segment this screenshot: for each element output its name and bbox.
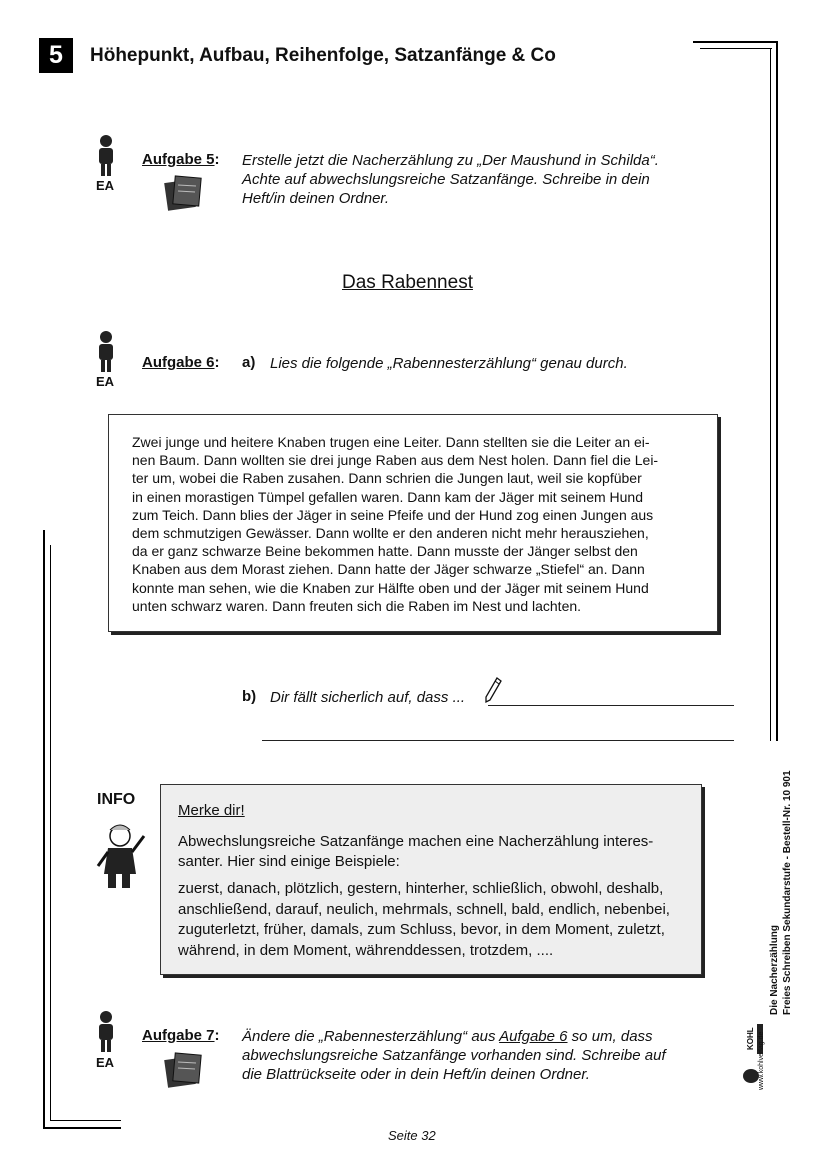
task5-label: Aufgabe 5 <box>142 151 215 168</box>
intro-line: Abwechslungsreiche Satzanfänge machen eine Nacherzählung interes- <box>178 833 654 850</box>
task7-colon: : <box>214 1027 220 1044</box>
story-title: Das Rabennest <box>342 272 473 293</box>
story-line: konnte man sehen, wie die Knaben zur Hälfte oben und der Jäger mit seinem Hund <box>132 579 649 596</box>
story-line: ter um, wobei die Raben zusahen. Dann schrien die Jungen laut, weil sie kopfüber <box>132 470 642 487</box>
story-line: nen Baum. Dann wollten sie drei junge Raben aus dem Nest holen. Dann fiel die Lei- <box>132 452 659 469</box>
example-line: zuerst, danach, plötzlich, gestern, hinterher, schließlich, obwohl, deshalb, <box>178 880 664 897</box>
sidebar-line1: Die Nacherzählung <box>769 924 780 1015</box>
ea-label: EA <box>96 1055 115 1070</box>
story-line: zum Teich. Dann blies der Jäger in seine Pfeife und der Hund zog einen Jungen aus <box>132 506 654 523</box>
task-reference-link: Aufgabe 6 <box>499 1028 568 1045</box>
example-line: während, in dem Moment, währenddessen, trotzdem, .... <box>178 941 554 959</box>
answer-line[interactable] <box>262 740 734 741</box>
story-line: Zwei junge und heitere Knaben trugen eine Leiter. Dann stellten sie die Leiter an ei- <box>132 434 650 450</box>
part-a-text: Lies die folgende „Rabennesterzählung“ genau durch. <box>270 355 628 372</box>
task7-label: Aufgabe 7 <box>142 1027 215 1044</box>
text-line: abwechslungsreiche Satzanfänge vorhanden sind. Schreibe auf <box>242 1047 666 1064</box>
info-intro <box>178 832 653 872</box>
info-box <box>160 784 702 975</box>
chapter-number: 5 <box>39 38 73 73</box>
frame-line <box>700 48 772 49</box>
text-line <box>242 1027 666 1046</box>
story-line: in einen morastigen Tümpel gefallen waren. Dann kam der Jäger mit seinem Hund <box>132 488 644 505</box>
answer-line[interactable] <box>488 705 734 706</box>
frame-line <box>693 41 778 43</box>
task5-heading <box>142 151 220 169</box>
student-icon <box>96 1010 116 1054</box>
text-line: die Blattrückseite oder in dein Heft/in deinen Ordner. <box>242 1066 590 1083</box>
story-text <box>132 433 696 615</box>
text-segment: so um, dass <box>567 1028 653 1045</box>
page-number: Seite 32 <box>388 1128 436 1143</box>
story-line: unten schwarz waren. Dann freuten sich die Raben im Nest und lachten. <box>132 597 582 614</box>
task7-heading <box>142 1027 220 1045</box>
task6-heading <box>142 354 220 372</box>
merke-heading: Merke dir! <box>178 802 245 819</box>
frame-line <box>50 545 51 1121</box>
example-line: zuguterletzt, früher, damals, zum Schluss, bevor, in dem Moment, zuletzt, <box>178 921 665 938</box>
story-line: dem schmutzigen Gewässer. Dann wollte er den anderen nicht mehr herausziehen, <box>132 525 649 542</box>
info-examples <box>178 879 670 961</box>
publisher-name: KOHL <box>746 1027 755 1050</box>
task6-label: Aufgabe 6 <box>142 354 215 371</box>
frame-line <box>43 530 45 1128</box>
info-label: INFO <box>97 791 136 808</box>
student-icon <box>96 330 116 374</box>
sidebar-line2: Freies Schreiben Sekundarstufe - Bestell-Nr. 10 901 <box>782 770 793 1015</box>
text-line: Erstelle jetzt die Nacherzählung zu „Der Maushund in Schilda“. <box>242 152 659 169</box>
story-line: da er ganz schwarze Beine bekommen hatte. Dann musste der Jänger selbst den <box>132 543 638 560</box>
task5-colon: : <box>214 151 220 168</box>
notebook-icon <box>164 175 204 211</box>
pencil-icon <box>483 676 503 704</box>
notebook-icon <box>164 1052 204 1088</box>
task7-text <box>242 1027 666 1084</box>
ea-label: EA <box>96 178 115 193</box>
publisher-url: www.kohlverlag.de <box>758 1031 765 1090</box>
text-line: Achte auf abwechslungsreiche Satzanfänge. Schreibe in dein <box>242 171 650 188</box>
task6-colon: : <box>214 354 220 371</box>
page-title: Höhepunkt, Aufbau, Reihenfolge, Satzanfänge & Co <box>90 45 556 66</box>
part-a-label: a) <box>242 354 256 371</box>
example-line: anschließend, darauf, neulich, mehrmals, schnell, bald, endlich, nebenbei, <box>178 900 670 918</box>
text-segment: Ändere die „Rabennesterzählung“ aus <box>242 1028 500 1045</box>
text-line: Heft/in deinen Ordner. <box>242 190 390 207</box>
ea-label: EA <box>96 374 115 389</box>
part-b-label: b) <box>242 688 257 705</box>
frame-line <box>43 1127 121 1129</box>
student-icon <box>96 134 116 178</box>
story-line: Knaben aus dem Morast ziehen. Dann hatte der Jäger schwarze „Stiefel“ an. Dann <box>132 561 645 578</box>
story-box <box>108 414 718 632</box>
intro-line: santer. Hier sind einige Beispiele: <box>178 853 400 870</box>
professor-icon <box>94 822 148 892</box>
frame-line <box>776 41 778 741</box>
frame-line <box>50 1120 121 1121</box>
frame-line <box>770 48 771 741</box>
part-b-text: Dir fällt sicherlich auf, dass ... <box>270 689 466 706</box>
task5-text <box>242 151 659 208</box>
